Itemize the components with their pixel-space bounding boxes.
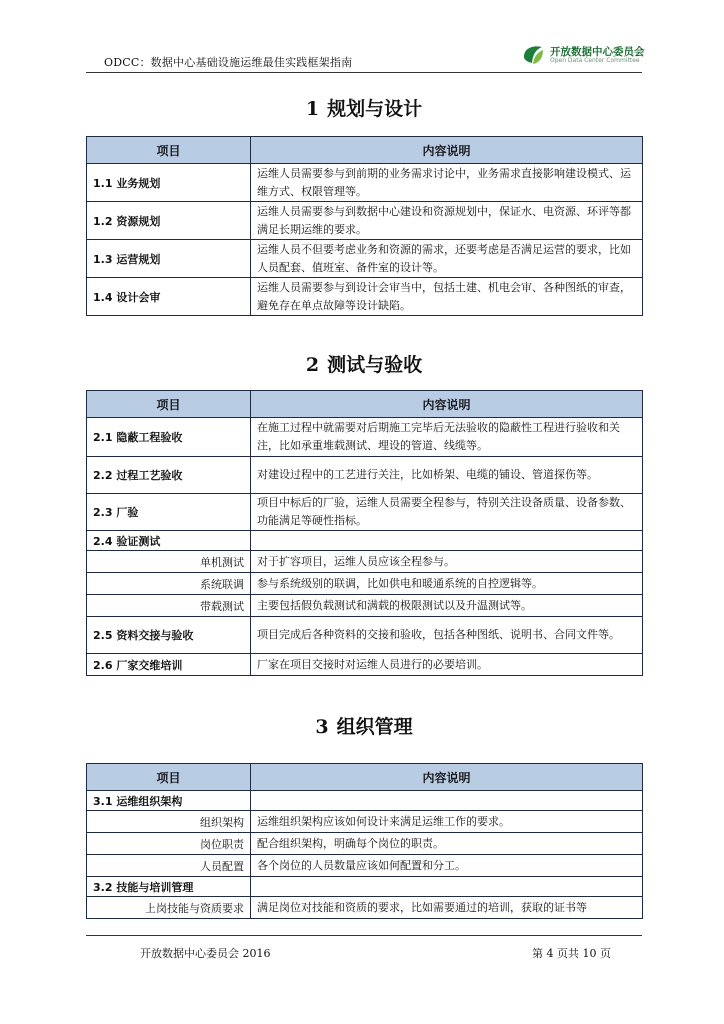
column-header-item: 项目	[87, 137, 251, 164]
odcc-logo-icon	[521, 43, 545, 67]
row-description: 配合组织架构，明确每个岗位的职责。	[251, 833, 643, 855]
column-header-item: 项目	[87, 391, 251, 418]
subrow-item: 系统联调	[87, 573, 251, 595]
row-item: 2.2 过程工艺验收	[87, 457, 251, 494]
row-item: 1.3 运营规划	[87, 240, 251, 278]
table-row	[87, 654, 643, 676]
column-header-desc: 内容说明	[251, 764, 643, 791]
subrow-item: 上岗技能与资质要求	[87, 897, 251, 919]
table-subrow	[87, 897, 643, 919]
table-subrow	[87, 595, 643, 617]
row-description: 运维人员不但要考虑业务和资源的需求，还要考虑是否满足运营的要求，比如人员配套、值班室、备件室的设计等。	[251, 240, 643, 278]
table-subrow	[87, 811, 643, 833]
table-row	[87, 202, 643, 240]
row-item: 1.2 资源规划	[87, 202, 251, 240]
subrow-item: 人员配置	[87, 855, 251, 877]
table-row	[87, 494, 643, 531]
section-heading: 规划与设计	[327, 98, 423, 120]
row-description	[251, 877, 643, 897]
section-number: 2	[305, 354, 320, 376]
row-item: 1.4 设计会审	[87, 278, 251, 316]
row-description: 运维组织架构应该如何设计来满足运维工作的要求。	[251, 811, 643, 833]
table-row	[87, 457, 643, 494]
row-description: 厂家在项目交接时对运维人员进行的必要培训。	[251, 654, 643, 676]
header-divider	[86, 72, 642, 73]
page-number: 第 4 页共 10 页	[532, 947, 611, 960]
table-header-row	[87, 137, 643, 164]
row-item: 2.5 资料交接与验收	[87, 617, 251, 654]
table-subrow	[87, 855, 643, 877]
row-description: 参与系统级别的联调，比如供电和暖通系统的自控逻辑等。	[251, 573, 643, 595]
row-description: 满足岗位对技能和资质的要求，比如需要通过的培训，获取的证书等	[251, 897, 643, 919]
row-description: 运维人员需要参与到前期的业务需求讨论中，业务需求直接影响建设模式、运维方式、权限管理等。	[251, 164, 643, 202]
subrow-item: 带载测试	[87, 595, 251, 617]
section-number: 1	[305, 98, 320, 120]
table-subrow	[87, 551, 643, 573]
table-subrow	[87, 833, 643, 855]
table-row	[87, 418, 643, 457]
row-item: 3.2 技能与培训管理	[87, 877, 251, 897]
row-description: 各个岗位的人员数量应该如何配置和分工。	[251, 855, 643, 877]
header-title: ODCC：数据中心基础设施运维最佳实践框架指南	[104, 56, 353, 69]
row-description	[251, 791, 643, 811]
table-row	[87, 164, 643, 202]
logo-text-en: Open Data Center Committee	[550, 57, 640, 64]
row-item: 2.1 隐蔽工程验收	[87, 418, 251, 457]
row-item: 2.4 验证测试	[87, 531, 251, 551]
odcc-logo	[521, 43, 645, 67]
section-title	[86, 350, 642, 377]
column-header-item: 项目	[87, 764, 251, 791]
row-description: 主要包括假负载测试和满载的极限测试以及升温测试等。	[251, 595, 643, 617]
row-item: 2.6 厂家交维培训	[87, 654, 251, 676]
row-description: 在施工过程中就需要对后期施工完毕后无法验收的隐蔽性工程进行验收和关注，比如承重堆载测试、埋设的管道、线缆等。	[251, 418, 643, 457]
row-item: 3.1 运维组织架构	[87, 791, 251, 811]
row-item: 2.3 厂验	[87, 494, 251, 531]
subrow-item: 组织架构	[87, 811, 251, 833]
table-row	[87, 877, 643, 897]
subrow-item: 岗位职责	[87, 833, 251, 855]
row-description: 对于扩容项目，运维人员应该全程参与。	[251, 551, 643, 573]
row-description: 项目完成后各种资料的交接和验收，包括各种图纸、说明书、合同文件等。	[251, 617, 643, 654]
table-row	[87, 278, 643, 316]
table-header-row	[87, 764, 643, 791]
table-row	[87, 531, 643, 551]
planning-table	[86, 136, 643, 316]
column-header-desc: 内容说明	[251, 137, 643, 164]
row-description	[251, 531, 643, 551]
section-number: 3	[315, 716, 329, 738]
footer-org: 开放数据中心委员会 2016	[140, 947, 271, 960]
row-description: 运维人员需要参与到数据中心建设和资源规划中，保证水、电资源、环评等都满足长期运维的要求。	[251, 202, 643, 240]
table-header-row	[87, 391, 643, 418]
table-subrow	[87, 573, 643, 595]
footer-divider	[86, 935, 642, 936]
subrow-item: 单机测试	[87, 551, 251, 573]
section-heading: 测试与验收	[327, 354, 423, 376]
table-row	[87, 240, 643, 278]
table-row	[87, 617, 643, 654]
table-row	[87, 791, 643, 811]
row-description: 对建设过程中的工艺进行关注，比如桥架、电缆的铺设、管道探伤等。	[251, 457, 643, 494]
logo-text-cn: 开放数据中心委员会	[550, 46, 645, 58]
section-heading: 组织管理	[336, 716, 413, 738]
row-description: 项目中标后的厂验，运维人员需要全程参与，特别关注设备质量、设备参数、功能满足等硬性指标。	[251, 494, 643, 531]
column-header-desc: 内容说明	[251, 391, 643, 418]
section-title	[86, 712, 642, 739]
row-description: 运维人员需要参与到设计会审当中，包括土建、机电会审、各种图纸的审查，避免存在单点故障等设计缺陷。	[251, 278, 643, 316]
section-title	[86, 94, 642, 121]
organization-table	[86, 763, 643, 919]
row-item: 1.1 业务规划	[87, 164, 251, 202]
testing-table	[86, 390, 643, 676]
